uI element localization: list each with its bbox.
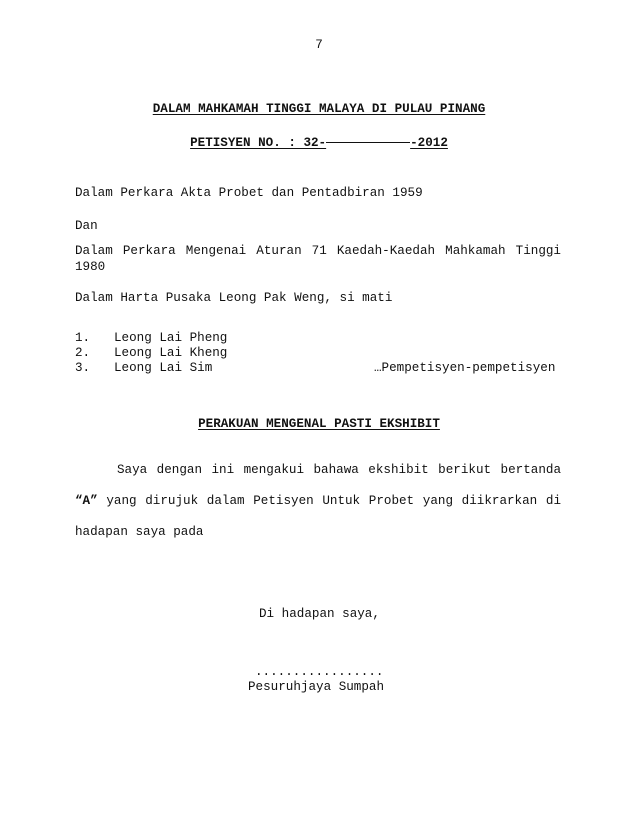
petitioner-number: 3. [75,361,91,375]
body-line1: Saya dengan ini mengakui bahawa ekshibit berikut bertanda [117,463,561,477]
petitioner-name: Leong Lai Kheng [114,346,228,360]
matter-rule-line1: Dalam Perkara Mengenai Aturan 71 Kaedah-Kaedah Mahkamah Tinggi [75,244,561,258]
petitioner-name: Leong Lai Pheng [114,331,228,345]
section-title: PERAKUAN MENGENAL PASTI EKSHIBIT [198,417,440,431]
petition-suffix: -2012 [410,136,448,150]
court-title: DALAM MAHKAMAH TINGGI MALAYA DI PULAU PINANG [152,102,486,116]
matter-and: Dan [75,219,98,233]
signature-title: Pesuruhjaya Sumpah [248,680,385,694]
petitioners-label: …Pempetisyen-pempetisyen [374,361,556,375]
petition-prefix: PETISYEN NO. : 32- [190,136,327,150]
body-line2-text: yang dirujuk dalam Petisyen Untuk Probet yang diikrarkan di [97,494,561,508]
petitioner-number: 2. [75,346,91,360]
matter-rule-line2: 1980 [75,260,106,274]
signature-before: Di hadapan saya, [259,607,380,621]
petition-number [0,135,638,151]
page-number: 7 [315,38,323,52]
petition-blank-line [326,142,410,143]
exhibit-mark: “A” [75,494,98,508]
matter-act: Dalam Perkara Akta Probet dan Pentadbiran 1959 [75,186,423,200]
body-line3: hadapan saya pada [75,525,204,539]
matter-estate: Dalam Harta Pusaka Leong Pak Weng, si mati [75,291,393,305]
signature-dots: ................. [255,665,384,679]
petitioner-name: Leong Lai Sim [114,361,213,375]
petitioner-number: 1. [75,331,91,345]
body-line2 [75,493,561,509]
